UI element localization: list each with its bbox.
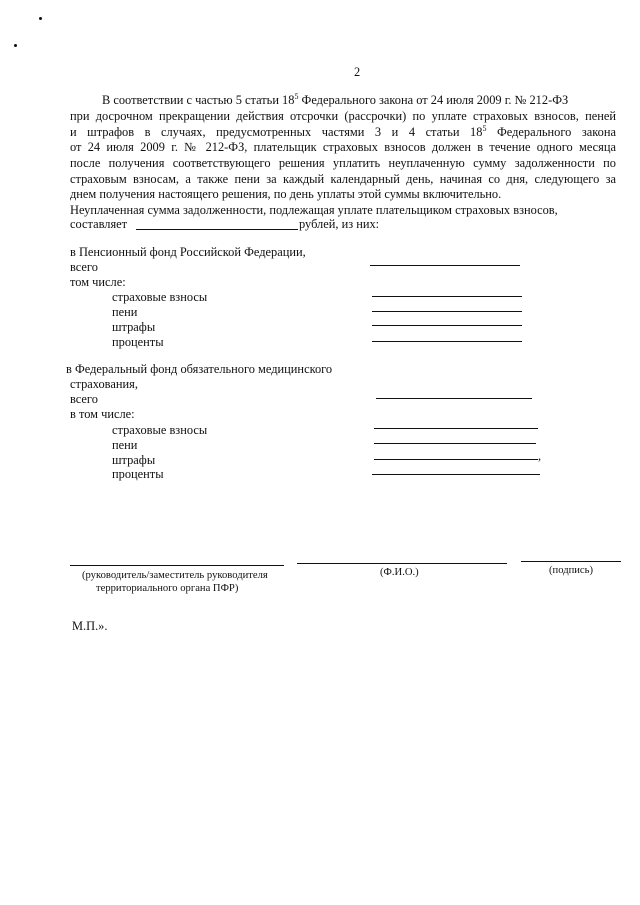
ffoms-penalties-field[interactable] <box>374 443 536 444</box>
intro-line-1 <box>102 93 568 109</box>
caption-sign: (подпись) <box>549 565 593 576</box>
intro-line-1-sup: 5 <box>294 92 299 101</box>
scan-speck <box>14 44 17 47</box>
pfr-fines-field[interactable] <box>372 325 522 326</box>
pfr-item-penalties: пени <box>112 305 138 319</box>
caption-head-1: (руководитель/заместитель руководителя <box>82 570 268 581</box>
ffoms-item-contributions: страховые взносы <box>112 423 208 437</box>
signature-head-line[interactable] <box>70 565 284 566</box>
ffoms-heading-2: страхования, <box>70 377 138 391</box>
intro-line-5: после получения соответствующего решения уплатить неуплаченную сумму задолженности по <box>70 156 616 170</box>
pfr-contributions-field[interactable] <box>372 296 522 297</box>
intro-line-7: днем получения настоящего решения, по день уплаты этой суммы включительно. <box>70 187 502 201</box>
ffoms-heading-1: в Федеральный фонд обязательного медицинского <box>66 362 333 376</box>
intro-line-3 <box>70 125 616 141</box>
ffoms-fines-comma: , <box>538 449 542 463</box>
pfr-item-interest: проценты <box>112 335 164 349</box>
intro-line-3-rest: Федерального закона <box>486 125 616 139</box>
intro-line-6: страховым взносам, а также пени за каждый календарный день, начиная со дня, следующего за <box>70 172 616 186</box>
ffoms-item-fines: штрафы <box>112 453 156 467</box>
signature-name-line[interactable] <box>297 563 507 564</box>
unpaid-line-2-label: составляет <box>70 217 128 231</box>
ffoms-item-interest: проценты <box>112 467 164 481</box>
unpaid-line-1: Неуплаченная сумма задолженности, подлежащая уплате плательщиком страховых взносов, <box>70 203 558 217</box>
page-number: 2 <box>354 65 361 79</box>
pfr-heading: в Пенсионный фонд Российской Федерации, <box>70 245 306 259</box>
unpaid-line-2-suffix: рублей, из них: <box>299 217 380 231</box>
caption-head-2: территориального органа ПФР) <box>96 583 239 594</box>
signature-sign-line[interactable] <box>521 561 621 562</box>
pfr-interest-field[interactable] <box>372 341 522 342</box>
ffoms-total-field[interactable] <box>376 398 532 399</box>
unpaid-amount-field[interactable] <box>136 229 298 230</box>
intro-line-3-sup: 5 <box>482 124 487 133</box>
intro-line-4: от 24 июля 2009 г. № 212-ФЗ, плательщик страховых взносов должен в течение одного месяца <box>70 140 616 154</box>
caption-name: (Ф.И.О.) <box>380 567 419 578</box>
intro-line-1-text: В соответствии с частью 5 статьи 18 <box>102 93 295 107</box>
ffoms-interest-field[interactable] <box>372 474 540 475</box>
intro-line-3-text: и штрафов в случаях, предусмотренных частями 3 и 4 статьи 18 <box>70 125 483 139</box>
stamp-place-label: М.П.». <box>72 619 108 633</box>
pfr-item-contributions: страховые взносы <box>112 290 208 304</box>
ffoms-including-label: в том числе: <box>70 407 135 421</box>
pfr-including-label: том числе: <box>70 275 126 289</box>
ffoms-total-label: всего <box>70 392 98 406</box>
intro-line-1-rest: Федерального закона от 24 июля 2009 г. № 212-ФЗ <box>298 93 569 107</box>
pfr-total-field[interactable] <box>370 265 520 266</box>
ffoms-fines-field[interactable] <box>374 459 538 460</box>
intro-line-2: при досрочном прекращении действия отсрочки (рассрочки) по уплате страховых взносов, пеней <box>70 109 616 123</box>
ffoms-item-penalties: пени <box>112 438 138 452</box>
pfr-penalties-field[interactable] <box>372 311 522 312</box>
ffoms-contributions-field[interactable] <box>374 428 538 429</box>
scan-speck <box>39 17 42 20</box>
pfr-item-fines: штрафы <box>112 320 156 334</box>
pfr-total-label: всего <box>70 260 98 274</box>
